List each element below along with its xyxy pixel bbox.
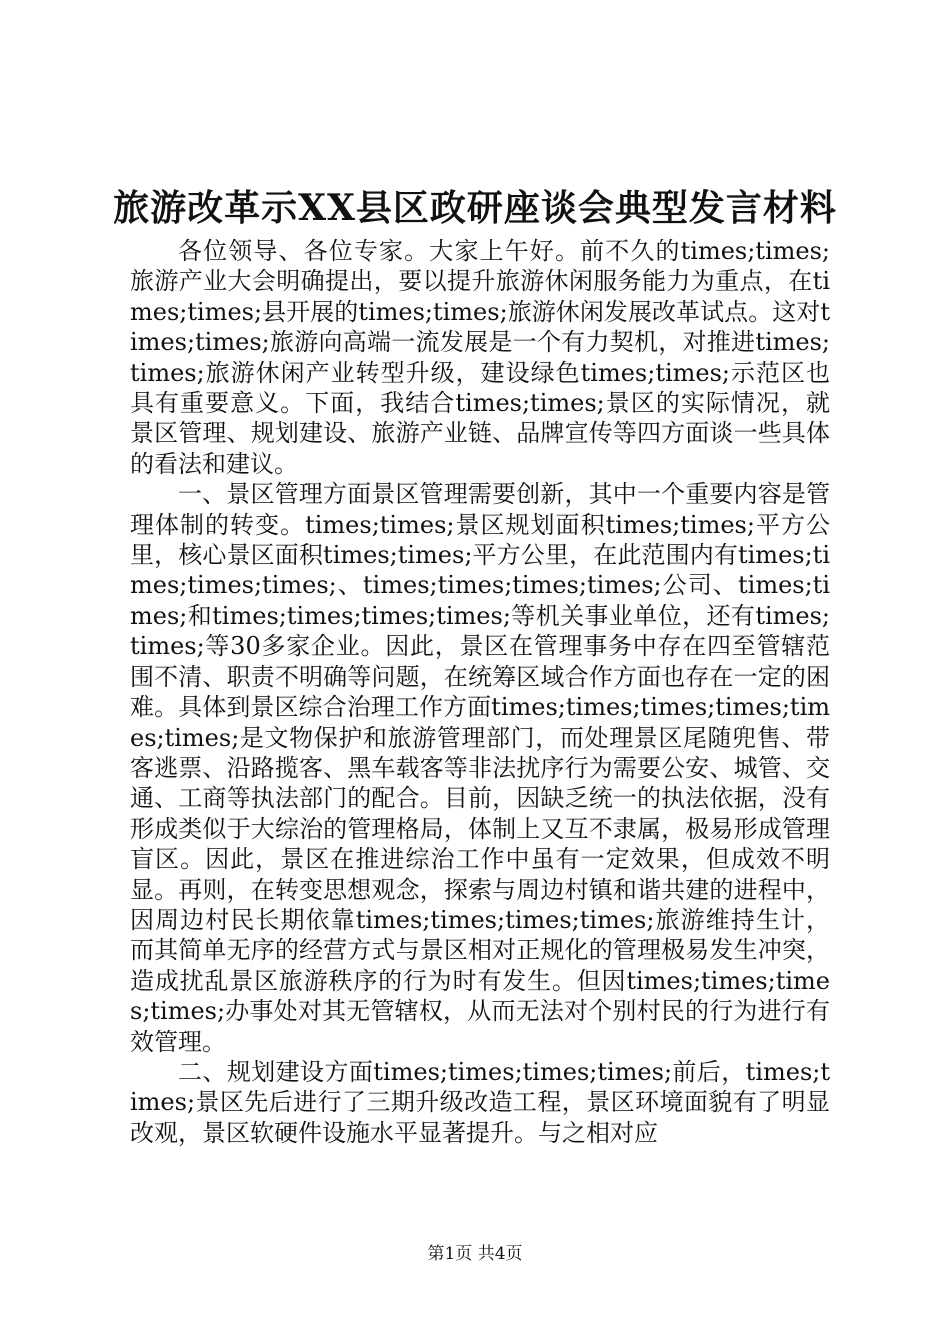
paragraph-intro: 各位领导、各位专家。大家上午好。前不久的times;times;旅游产业大会明确提出，要以提升旅游休闲服务能力为重点，在times;times;县开展的times;times;旅游休闲发展改革试点。这对times;times;旅游向高端一流发展是一个有力契机，对推进times;times;旅游休闲产业转型升级，建设绿色times;times;示范区也具有重要意义。下面，我结合times;times;景区的实际情况，就景区管理、规划建设、旅游产业链、品牌宣传等四方面谈一些具体的看法和建议。 (130, 237, 830, 478)
paragraph-scenic-management: 一、景区管理方面景区管理需要创新，其中一个重要内容是管理体制的转变。times;times;景区规划面积times;times;平方公里，核心景区面积times;times;平方公里，在此范围内有times;times;times;times;、times;times;times;times;公司、times;times;和times;times;times;times;等机关事业单位，还有times;times;等30多家企业。因此，景区在管理事务中存在四至管辖范围不清、职责不明确等问题，在统筹区域合作方面也存在一定的困难。具体到景区综合治理工作方面times;times;times;times;times;times;是文物保护和旅游管理部门，而处理景区尾随兜售、带客逃票、沿路揽客、黑车载客等非法扰序行为需要公安、城管、交通、工商等执法部门的配合。目前，因缺乏统一的执法依据，没有形成类似于大综治的管理格局，体制上又互不隶属，极易形成管理盲区。因此，景区在推进综治工作中虽有一定效果，但成效不明显。再则，在转变思想观念，探索与周边村镇和谐共建的进程中，因周边村民长期依靠times;times;times;times;旅游维持生计，而其简单无序的经营方式与景区相对正规化的管理极易发生冲突，造成扰乱景区旅游秩序的行为时有发生。但因times;times;times;times;办事处对其无管辖权，从而无法对个别村民的行为进行有效管理。 (130, 480, 830, 1056)
page-number-footer: 第1页 共4页 (427, 1244, 523, 1264)
document-body (130, 236, 830, 1148)
paragraph-planning-construction: 二、规划建设方面times;times;times;times;前后，times;times;景区先后进行了三期升级改造工程，景区环境面貌有了明显改观，景区软硬件设施水平显著提升。与之相对应 (130, 1057, 830, 1147)
document-title: 旅游改革示XX县区政研座谈会典型发言材料 (113, 187, 837, 229)
